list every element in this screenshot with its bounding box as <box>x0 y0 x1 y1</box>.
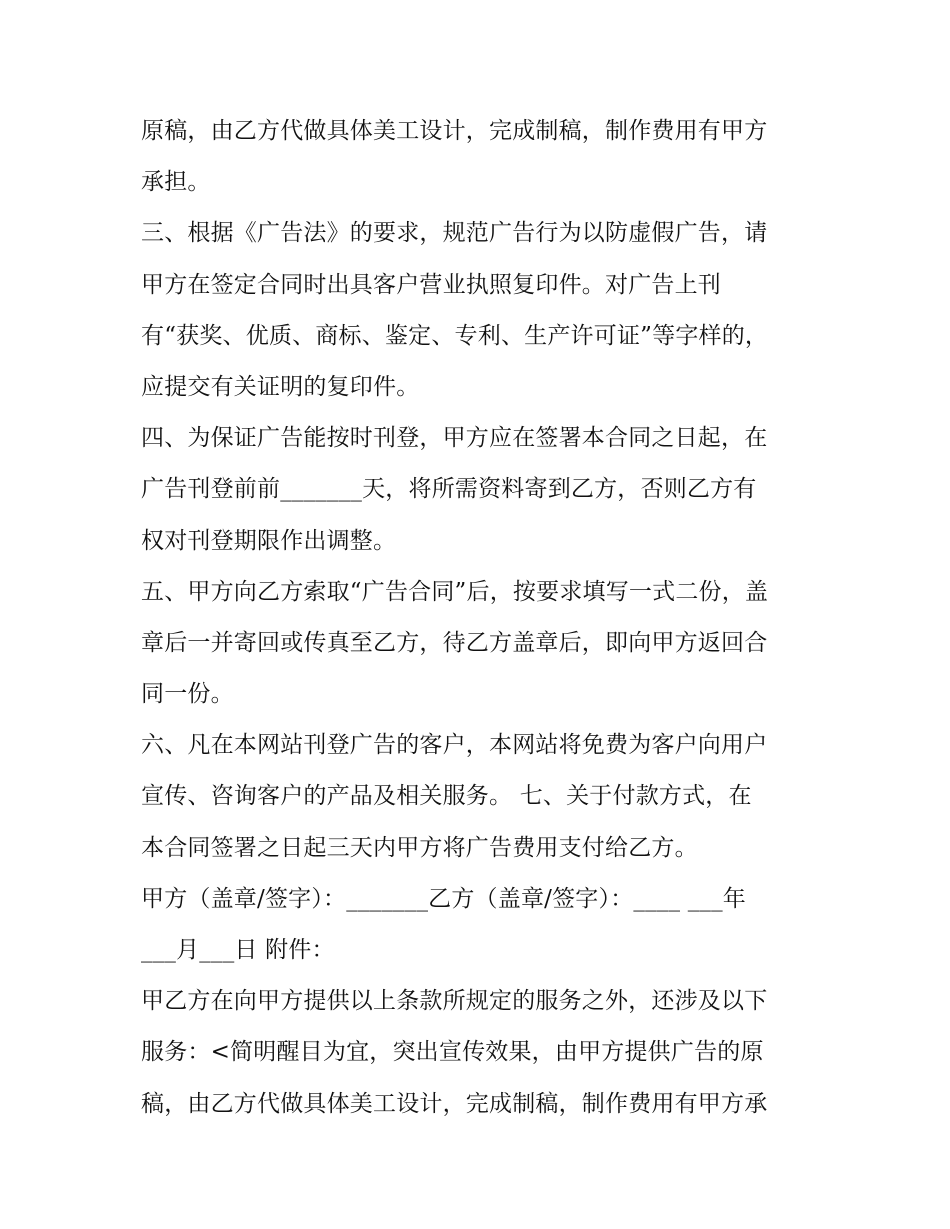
text-line: 广告刊登前前_______天，将所需资料寄到乙方，否则乙方有 <box>141 476 757 503</box>
text-line: 三、根据《广告法》的要求，规范广告行为以防虚假广告，请 <box>141 220 768 247</box>
text-line: 承担。 <box>141 169 211 196</box>
text-line: ___月___日 附件： <box>141 937 335 963</box>
text-line: 章后一并寄回或传真至乙方，待乙方盖章后，即向甲方返回合 <box>141 629 768 656</box>
text-line: 服务：<简明醒目为宜，突出宣传效果，由甲方提供广告的原 <box>141 1039 764 1066</box>
text-line: 甲方在签定合同时出具客户营业执照复印件。对广告上刊 <box>141 271 721 298</box>
text-line: 甲乙方在向甲方提供以上条款所规定的服务之外，还涉及以下 <box>141 988 768 1015</box>
text-line: 本合同签署之日起三天内甲方将广告费用支付给乙方。 <box>141 834 698 861</box>
contract-text-body <box>141 106 821 1130</box>
text-line: 稿，由乙方代做具体美工设计，完成制稿，制作费用有甲方承 <box>141 1090 768 1117</box>
text-line: 六、凡在本网站刊登广告的客户，本网站将免费为客户向用户 <box>141 732 768 759</box>
text-line: 应提交有关证明的复印件。 <box>141 373 420 400</box>
text-line: 同一份。 <box>141 681 234 708</box>
text-line: 五、甲方向乙方索取“广告合同”后，按要求填写一式二份，盖 <box>141 578 769 605</box>
text-line: 甲方（盖章/签字）：_______乙方（盖章/签字）：____ ___年 <box>141 885 747 912</box>
text-line: 权对刊登期限作出调整。 <box>141 527 397 554</box>
text-line: 宣传、咨询客户的产品及相关服务。 七、关于付款方式，在 <box>141 783 752 810</box>
text-line: 四、为保证广告能按时刊登，甲方应在签署本合同之日起，在 <box>141 425 768 452</box>
text-line: 有“获奖、优质、商标、鉴定、专利、生产许可证”等字样的， <box>141 322 769 349</box>
text-line: 原稿，由乙方代做具体美工设计，完成制稿，制作费用有甲方 <box>141 118 768 144</box>
